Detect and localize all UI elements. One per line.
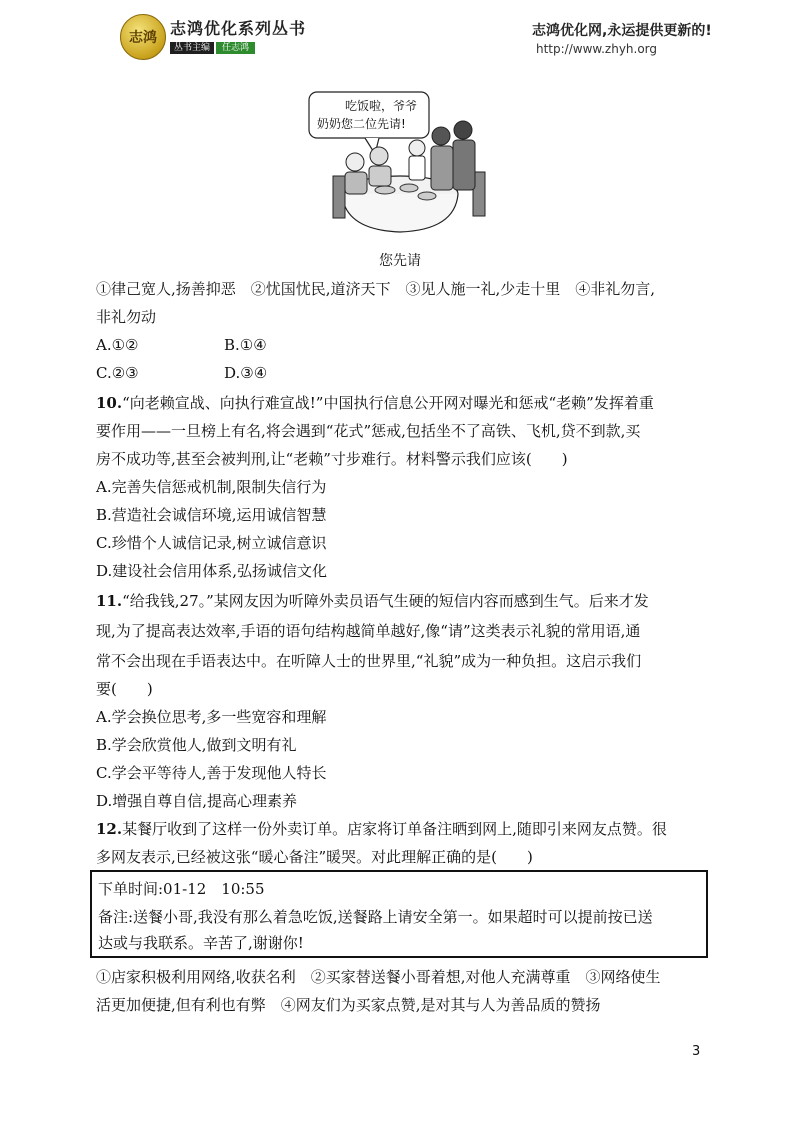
q9-items-line2: 非礼勿动 — [96, 308, 157, 326]
q11-stem-line2: 现,为了提高表达效率,手语的语句结构越简单越好,像“请”这类表示礼貌的常用语,通 — [96, 622, 641, 640]
q10-line1-text: “向老赖宣战、向执行难宣战!”中国执行信息公开网对曝光和惩戒“老赖”发挥着重 — [122, 394, 654, 412]
dinner-illustration — [305, 90, 495, 240]
series-title: 志鸿优化系列丛书 — [170, 19, 307, 38]
q9-option-d: D.③④ — [224, 364, 268, 382]
q12-items-line2: 活更加便捷,但有利也有弊 ④网友们为买家点赞,是对其与人为善品质的赞扬 — [96, 996, 601, 1014]
logo-badge — [120, 14, 166, 60]
page-number: 3 — [692, 1044, 701, 1059]
order-time: 下单时间:01-12 10:55 — [98, 880, 265, 898]
q10-option-c: C.珍惜个人诚信记录,树立诚信意识 — [96, 534, 327, 552]
order-note-line2: 达或与我联系。辛苦了,谢谢你! — [98, 934, 304, 952]
order-note-box — [90, 870, 708, 958]
logo-text: 志鸿 — [129, 30, 157, 46]
q11-option-a: A.学会换位思考,多一些宽容和理解 — [96, 708, 327, 726]
q10-stem-line2: 要作用——一旦榜上有名,将会遇到“花式”惩戒,包括坐不了高铁、飞机,贷不到款,买 — [96, 422, 641, 440]
q12-items-line1: ①店家积极利用网络,收获名利 ②买家替送餐小哥着想,对他人充满尊重 ③网络使生 — [96, 968, 661, 986]
editor-name: 任志鸿 — [216, 42, 255, 54]
editor-tag — [170, 40, 255, 53]
q10-number: 10. — [96, 394, 123, 412]
q11-option-b: B.学会欣赏他人,做到文明有礼 — [96, 736, 297, 754]
q11-line1-text: “给我钱,27。”某网友因为听障外卖员语气生硬的短信内容而感到生气。后来才发 — [122, 592, 649, 610]
q11-option-c: C.学会平等待人,善于发现他人特长 — [96, 764, 327, 782]
q10-option-a: A.完善失信惩戒机制,限制失信行为 — [96, 478, 327, 496]
q10-stem-line3: 房不成功等,甚至会被判刑,让“老赖”寸步难行。材料警示我们应该( ) — [96, 450, 568, 468]
q11-stem-line3: 常不会出现在手语表达中。在听障人士的世界里,“礼貌”成为一种负担。这启示我们 — [96, 652, 642, 670]
q9-option-c: C.②③ — [96, 364, 139, 382]
header-url[interactable]: http://www.zhyh.org — [536, 42, 658, 56]
q12-stem-line2: 多网友表示,已经被这张“暖心备注”暖哭。对此理解正确的是( ) — [96, 848, 533, 866]
q9-option-a: A.①② — [96, 336, 139, 354]
q10-option-d: D.建设社会信用体系,弘扬诚信文化 — [96, 562, 328, 580]
q12-number: 12. — [96, 820, 123, 838]
q9-items-line1: ①律己宽人,扬善抑恶 ②忧国忧民,道济天下 ③见人施一礼,少走十里 ④非礼勿言, — [96, 280, 656, 298]
editor-label: 丛书主编 — [170, 42, 214, 54]
bubble-line2: 奶奶您二位先请! — [317, 117, 406, 131]
illustration-caption: 您先请 — [379, 253, 421, 269]
page-header — [0, 0, 800, 70]
q10-stem-line1 — [96, 392, 654, 413]
q11-stem-line1 — [96, 590, 649, 611]
q12-stem-line1 — [96, 818, 667, 839]
q11-number: 11. — [96, 592, 123, 610]
q10-option-b: B.营造社会诚信环境,运用诚信智慧 — [96, 506, 327, 524]
header-slogan: 志鸿优化网,永运提供更新的! — [532, 23, 712, 39]
order-note-line1: 备注:送餐小哥,我没有那么着急吃饭,送餐路上请安全第一。如果超时可以提前按已送 — [98, 908, 653, 926]
bubble-line1: 吃饭啦，爷爷 — [345, 99, 418, 113]
q9-option-b: B.①④ — [224, 336, 267, 354]
q11-option-d: D.增强自尊自信,提高心理素养 — [96, 792, 298, 810]
q12-line1-text: 某餐厅收到了这样一份外卖订单。店家将订单备注晒到网上,随即引来网友点赞。很 — [122, 820, 667, 838]
q11-stem-line4: 要( ) — [96, 680, 153, 698]
